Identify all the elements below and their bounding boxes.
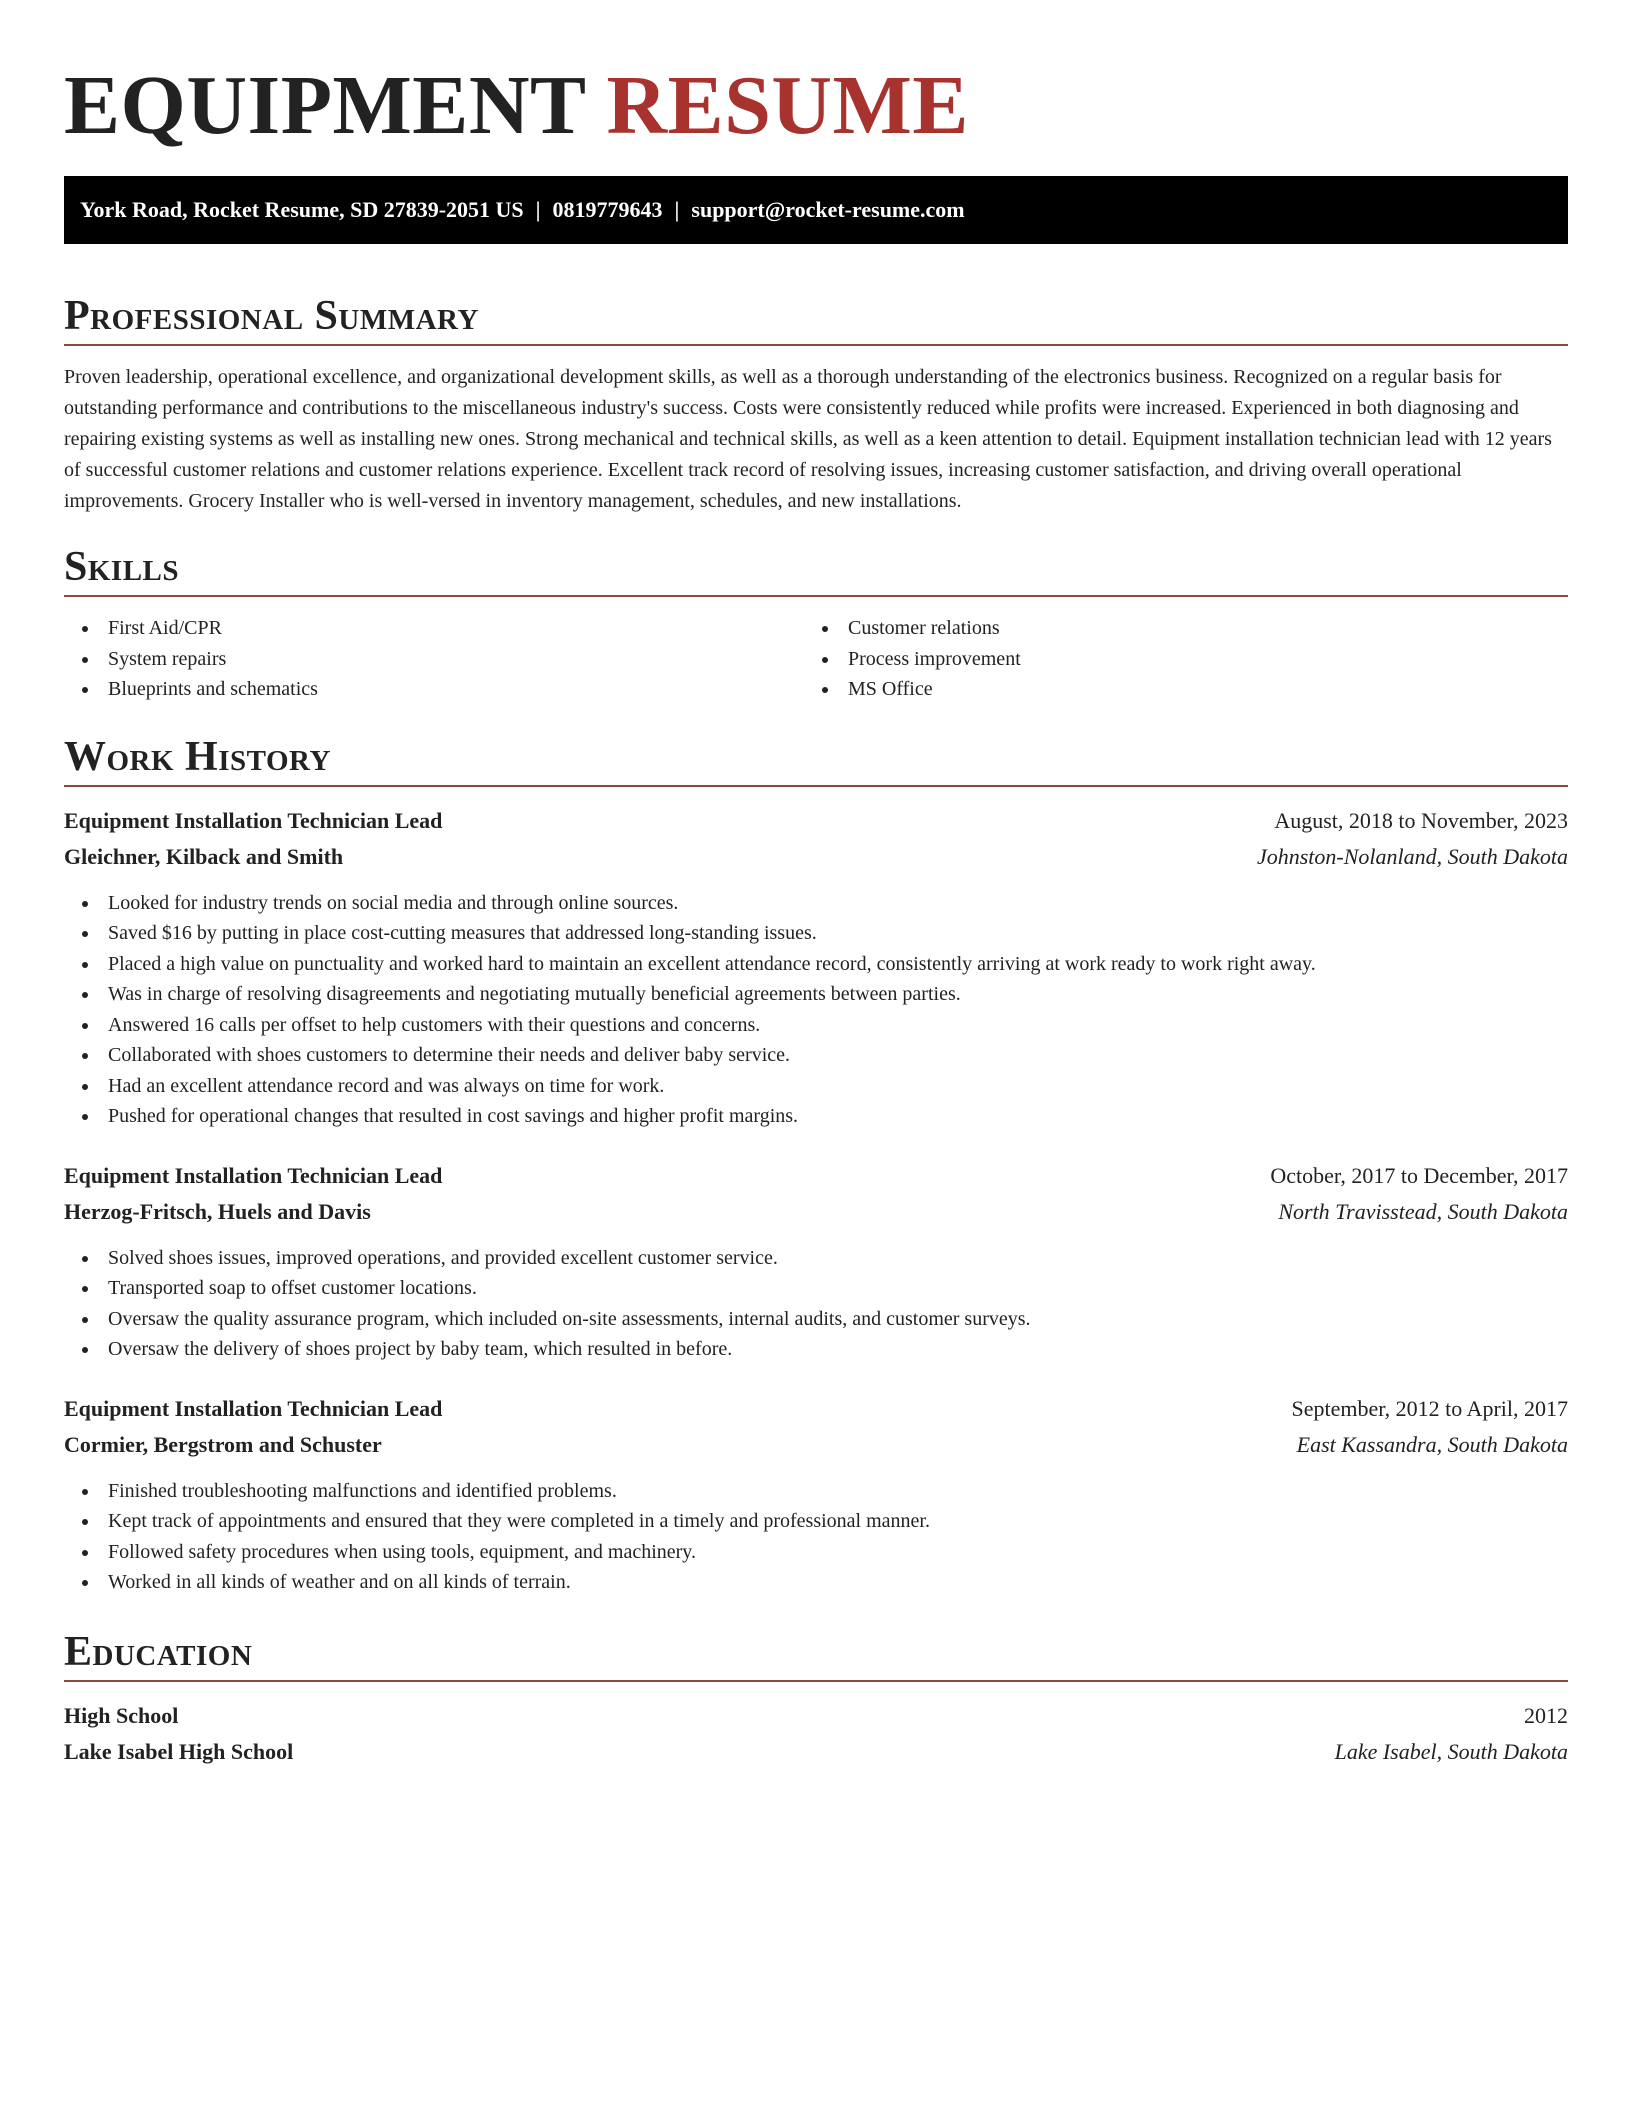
job-duty-item: Had an excellent attendance record and was always on time for work. — [64, 1071, 1568, 1102]
work-history-section — [64, 729, 1568, 1598]
job-duty-item: Saved $16 by putting in place cost-cutting measures that addressed long-standing issues. — [64, 918, 1568, 949]
education-degree: High School — [64, 1702, 179, 1728]
job-dates: September, 2012 to April, 2017 — [1291, 1395, 1568, 1421]
job-company: Cormier, Bergstrom and Schuster — [64, 1431, 382, 1457]
job-duty-item: Oversaw the quality assurance program, which included on-site assessments, internal audits, and customer surveys. — [64, 1304, 1568, 1335]
job-title: Equipment Installation Technician Lead — [64, 807, 443, 833]
summary-section — [64, 288, 1568, 517]
job-dates: August, 2018 to November, 2023 — [1274, 807, 1568, 833]
summary-text: Proven leadership, operational excellence, and organizational development skills, as well as a thorough understanding of the electronics business. Recognized on a regular basis for outstanding performance and contributions to the miscellaneous industry's success. Costs were consistently reduced while profits were increased. Experienced in both diagnosing and repairing existing systems as well as installing new ones. Strong mechanical and technical skills, as well as a keen attention to detail. Equipment installation technician lead with 12 years of successful customer relations and customer relations experience. Excellent track record of resolving issues, increasing customer satisfaction, and driving overall operational improvements. Grocery Installer who is well-versed in inventory management, schedules, and new installations. — [64, 366, 1552, 512]
skills-left-column — [64, 613, 804, 705]
work-history-heading: Work History — [64, 733, 331, 780]
education-entry — [64, 1698, 1568, 1770]
section-divider — [64, 344, 1568, 346]
section-divider — [64, 1680, 1568, 1682]
job-duty-item: Solved shoes issues, improved operations, and provided excellent customer service. — [64, 1243, 1568, 1274]
education-year: 2012 — [1524, 1702, 1568, 1728]
job-company-row — [64, 1427, 1568, 1463]
job-duty-item: Followed safety procedures when using tools, equipment, and machinery. — [64, 1537, 1568, 1568]
resume-title — [64, 56, 1568, 156]
skill-item: System repairs — [64, 644, 804, 675]
job-duties-list — [64, 1243, 1568, 1365]
job-duty-item: Looked for industry trends on social media and through online sources. — [64, 888, 1568, 919]
job-entry — [64, 1391, 1568, 1598]
education-location: Lake Isabel, South Dakota — [1334, 1738, 1568, 1764]
job-duty-item: Placed a high value on punctuality and worked hard to maintain an excellent attendance record, consistently arriving at work ready to work right away. — [64, 949, 1568, 980]
job-title: Equipment Installation Technician Lead — [64, 1162, 443, 1188]
job-duty-item: Oversaw the delivery of shoes project by baby team, which resulted in before. — [64, 1334, 1568, 1365]
contact-phone[interactable]: 0819779643 — [552, 197, 663, 222]
job-header-row — [64, 803, 1568, 839]
job-entry — [64, 1158, 1568, 1365]
job-company: Herzog-Fritsch, Huels and Davis — [64, 1198, 371, 1224]
contact-separator: | — [535, 197, 541, 222]
education-degree-row — [64, 1698, 1568, 1734]
job-company: Gleichner, Kilback and Smith — [64, 843, 344, 869]
job-title: Equipment Installation Technician Lead — [64, 1395, 443, 1421]
resume-title-last: RESUME — [606, 59, 969, 152]
job-company-row — [64, 839, 1568, 875]
skills-section — [64, 539, 1568, 705]
job-company-row — [64, 1194, 1568, 1230]
contact-bar — [64, 176, 1568, 244]
skills-heading: Skills — [64, 544, 180, 590]
education-school-row — [64, 1734, 1568, 1770]
skill-item: Process improvement — [804, 644, 1544, 675]
job-entry — [64, 803, 1568, 1132]
job-duties-list — [64, 1476, 1568, 1598]
job-duty-item: Kept track of appointments and ensured that they were completed in a timely and professional manner. — [64, 1506, 1568, 1537]
resume-title-first: EQUIPMENT — [64, 59, 586, 152]
education-school: Lake Isabel High School — [64, 1738, 294, 1764]
job-duty-item: Finished troubleshooting malfunctions and identified problems. — [64, 1476, 1568, 1507]
skill-item: Customer relations — [804, 613, 1544, 644]
skill-item: Blueprints and schematics — [64, 674, 804, 705]
section-divider — [64, 595, 1568, 597]
job-duties-list — [64, 888, 1568, 1132]
job-duty-item: Transported soap to offset customer locations. — [64, 1273, 1568, 1304]
job-duty-item: Pushed for operational changes that resulted in cost savings and higher profit margins. — [64, 1101, 1568, 1132]
education-section — [64, 1624, 1568, 1770]
summary-heading: Professional Summary — [64, 293, 479, 339]
job-location: East Kassandra, South Dakota — [1296, 1431, 1568, 1457]
job-duty-item: Was in charge of resolving disagreements and negotiating mutually beneficial agreements between parties. — [64, 979, 1568, 1010]
education-heading: Education — [64, 1628, 253, 1675]
contact-email[interactable]: support@rocket-resume.com — [691, 197, 965, 222]
job-header-row — [64, 1158, 1568, 1194]
job-location: Johnston-Nolanland, South Dakota — [1256, 843, 1568, 869]
contact-address: York Road, Rocket Resume, SD 27839-2051 US — [80, 197, 524, 222]
job-location: North Travisstead, South Dakota — [1278, 1198, 1568, 1224]
skill-item: First Aid/CPR — [64, 613, 804, 644]
job-header-row — [64, 1391, 1568, 1427]
contact-separator: | — [674, 197, 680, 222]
job-duty-item: Worked in all kinds of weather and on all kinds of terrain. — [64, 1567, 1568, 1598]
job-duty-item: Answered 16 calls per offset to help customers with their questions and concerns. — [64, 1010, 1568, 1041]
job-duty-item: Collaborated with shoes customers to determine their needs and deliver baby service. — [64, 1040, 1568, 1071]
skill-item: MS Office — [804, 674, 1544, 705]
job-dates: October, 2017 to December, 2017 — [1270, 1162, 1568, 1188]
resume-page — [64, 0, 1568, 1770]
skills-right-column — [804, 613, 1544, 705]
section-divider — [64, 785, 1568, 787]
skills-grid — [64, 613, 1568, 705]
